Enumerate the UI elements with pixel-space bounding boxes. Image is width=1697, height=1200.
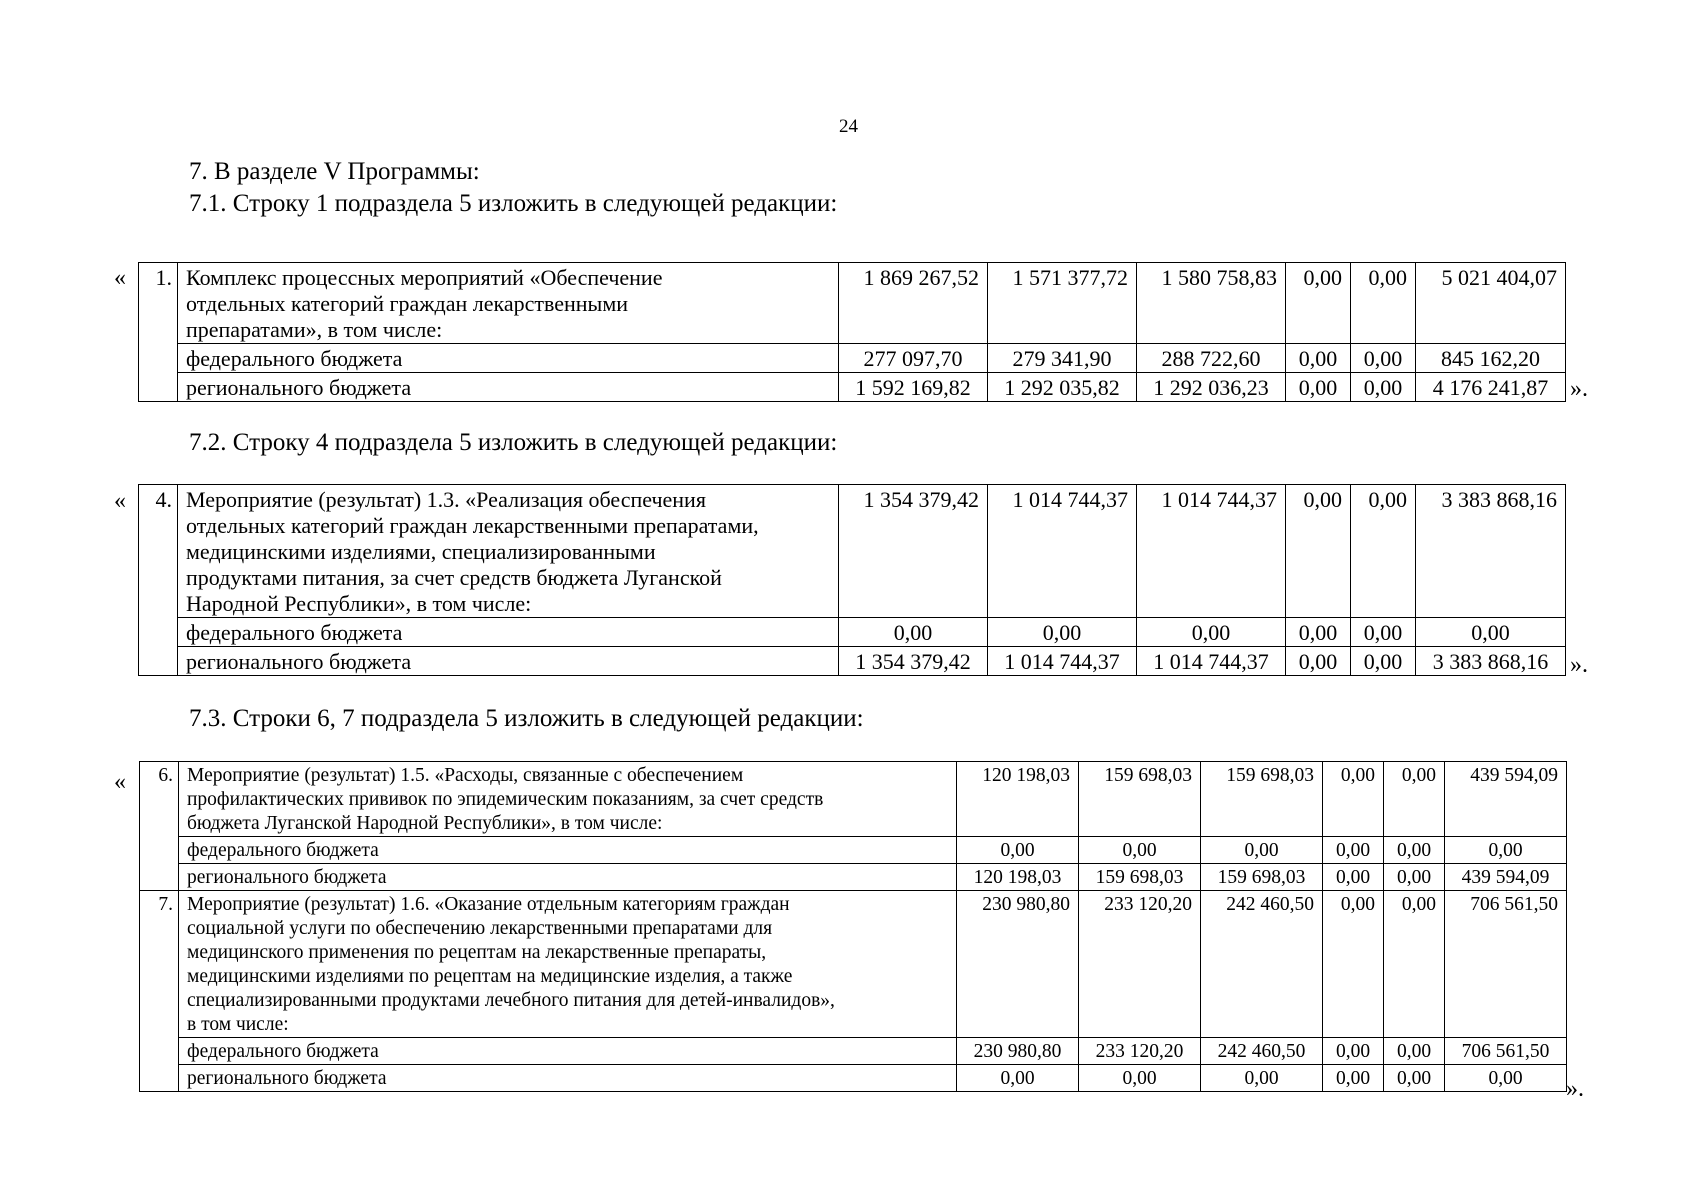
value-cell: 706 561,50: [1445, 891, 1567, 1038]
value-cell: 0,00: [1286, 263, 1351, 344]
value-cell: 159 698,03: [1201, 762, 1323, 837]
value-cell: 0,00: [1323, 837, 1384, 864]
row-name-line: отдельных категорий граждан лекарственными препаратами,: [186, 513, 759, 538]
close-quote-2: ».: [1570, 652, 1588, 678]
close-quote-3: ».: [1566, 1076, 1584, 1102]
row-number: 6.: [140, 762, 179, 891]
value-cell: 233 120,20: [1079, 1038, 1201, 1065]
value-cell: 706 561,50: [1445, 1038, 1567, 1065]
value-cell: 0,00: [1201, 1065, 1323, 1092]
value-cell: 242 460,50: [1201, 891, 1323, 1038]
row-name-line: социальной услуги по обеспечению лекарственными препаратами для: [187, 918, 773, 939]
value-cell: 0,00: [957, 837, 1079, 864]
value-cell: 0,00: [1286, 618, 1351, 647]
value-cell: 1 014 744,37: [988, 647, 1137, 676]
row-name-line: медицинскими изделиями по рецептам на медицинские изделия, а также: [187, 966, 793, 987]
value-cell: 1 292 035,82: [988, 373, 1137, 402]
value-cell: 1 014 744,37: [1137, 647, 1286, 676]
value-cell: 1 292 036,23: [1137, 373, 1286, 402]
amendment-table-2: [138, 484, 1566, 676]
row-name-line: препаратами», в том числе:: [186, 317, 443, 342]
value-cell: 0,00: [1079, 1065, 1201, 1092]
value-cell: 0,00: [988, 618, 1137, 647]
value-cell: 120 198,03: [957, 762, 1079, 837]
open-quote-1: «: [114, 265, 126, 291]
table-subrow-federal: [140, 837, 1567, 864]
table-row: [140, 762, 1567, 837]
value-cell: 5 021 404,07: [1416, 263, 1566, 344]
value-cell: 0,00: [1351, 485, 1416, 618]
value-cell: 242 460,50: [1201, 1038, 1323, 1065]
row-name-line: Народной Республики», в том числе:: [186, 591, 532, 616]
table-subrow-regional: [139, 647, 1566, 676]
table-subrow-federal: [139, 618, 1566, 647]
value-cell: 1 580 758,83: [1137, 263, 1286, 344]
value-cell: 230 980,80: [957, 891, 1079, 1038]
row-name-line: бюджета Луганской Народной Республики», в том числе:: [187, 813, 663, 834]
value-cell: 233 120,20: [1079, 891, 1201, 1038]
value-cell: 0,00: [1384, 1038, 1445, 1065]
value-cell: 288 722,60: [1137, 344, 1286, 373]
row-name: [179, 891, 957, 1038]
value-cell: 0,00: [1351, 344, 1416, 373]
regional-budget-label: регионального бюджета: [179, 1065, 957, 1092]
value-cell: 0,00: [1351, 263, 1416, 344]
value-cell: 0,00: [1323, 762, 1384, 837]
row-name-line: в том числе:: [187, 1014, 289, 1035]
item-7-3-heading: 7.3. Строки 6, 7 подраздела 5 изложить в следующей редакции:: [189, 705, 864, 732]
value-cell: 1 354 379,42: [839, 485, 988, 618]
value-cell: 0,00: [1079, 837, 1201, 864]
item-7-1-heading: 7.1. Строку 1 подраздела 5 изложить в следующей редакции:: [189, 190, 838, 217]
value-cell: 0,00: [1323, 891, 1384, 1038]
open-quote-2: «: [114, 488, 126, 514]
value-cell: 1 014 744,37: [1137, 485, 1286, 618]
row-number: 1.: [139, 263, 178, 402]
value-cell: 1 014 744,37: [988, 485, 1137, 618]
value-cell: 0,00: [1201, 837, 1323, 864]
row-name-line: Мероприятие (результат) 1.5. «Расходы, связанные с обеспечением: [187, 765, 744, 786]
row-name-line: Комплекс процессных мероприятий «Обеспечение: [186, 265, 663, 290]
value-cell: 845 162,20: [1416, 344, 1566, 373]
regional-budget-label: регионального бюджета: [178, 373, 839, 402]
regional-budget-label: регионального бюджета: [179, 864, 957, 891]
table-subrow-regional: [140, 864, 1567, 891]
table-subrow-regional: [139, 373, 1566, 402]
row-number: 7.: [140, 891, 179, 1092]
value-cell: 0,00: [1445, 1065, 1567, 1092]
row-name-line: Мероприятие (результат) 1.6. «Оказание отдельным категориям граждан: [187, 894, 790, 915]
amendment-table-3: [139, 761, 1567, 1092]
federal-budget-label: федерального бюджета: [178, 344, 839, 373]
value-cell: 0,00: [1445, 837, 1567, 864]
table-subrow-federal: [139, 344, 1566, 373]
row-name-line: специализированными продуктами лечебного питания для детей-инвалидов»,: [187, 990, 835, 1011]
value-cell: 0,00: [1384, 762, 1445, 837]
value-cell: 3 383 868,16: [1416, 485, 1566, 618]
value-cell: 0,00: [1416, 618, 1566, 647]
row-name: [179, 762, 957, 837]
value-cell: 0,00: [1286, 373, 1351, 402]
row-name-line: отдельных категорий граждан лекарственными: [186, 291, 629, 316]
value-cell: 3 383 868,16: [1416, 647, 1566, 676]
value-cell: 0,00: [1384, 837, 1445, 864]
federal-budget-label: федерального бюджета: [179, 837, 957, 864]
open-quote-3: «: [114, 769, 126, 795]
row-name: [178, 263, 839, 344]
value-cell: 279 341,90: [988, 344, 1137, 373]
table-row: [139, 485, 1566, 618]
row-name-line: продуктами питания, за счет средств бюджета Луганской: [186, 565, 722, 590]
value-cell: 0,00: [1286, 344, 1351, 373]
value-cell: 1 592 169,82: [839, 373, 988, 402]
federal-budget-label: федерального бюджета: [179, 1038, 957, 1065]
value-cell: 0,00: [1323, 1038, 1384, 1065]
value-cell: 0,00: [1351, 647, 1416, 676]
value-cell: 1 571 377,72: [988, 263, 1137, 344]
value-cell: 439 594,09: [1445, 762, 1567, 837]
value-cell: 0,00: [1286, 485, 1351, 618]
value-cell: 1 869 267,52: [839, 263, 988, 344]
table-subrow-regional: [140, 1065, 1567, 1092]
item-7-2-heading: 7.2. Строку 4 подраздела 5 изложить в следующей редакции:: [189, 429, 838, 456]
page-number: 24: [839, 116, 858, 137]
row-name: [178, 485, 839, 618]
value-cell: 277 097,70: [839, 344, 988, 373]
value-cell: 439 594,09: [1445, 864, 1567, 891]
regional-budget-label: регионального бюджета: [178, 647, 839, 676]
row-name-line: медицинскими изделиями, специализированными: [186, 539, 656, 564]
section-heading: 7. В разделе V Программы:: [189, 158, 480, 185]
amendment-table-1: [138, 262, 1566, 402]
value-cell: 0,00: [839, 618, 988, 647]
value-cell: 159 698,03: [1079, 864, 1201, 891]
value-cell: 0,00: [1351, 618, 1416, 647]
table-row: [140, 891, 1567, 1038]
value-cell: 230 980,80: [957, 1038, 1079, 1065]
row-name-line: медицинского применения по рецептам на лекарственные препараты,: [187, 942, 767, 963]
row-name-line: Мероприятие (результат) 1.3. «Реализация обеспечения: [186, 487, 706, 512]
value-cell: 0,00: [1384, 864, 1445, 891]
value-cell: 120 198,03: [957, 864, 1079, 891]
table-row: [139, 263, 1566, 344]
value-cell: 0,00: [1323, 1065, 1384, 1092]
value-cell: 0,00: [1384, 1065, 1445, 1092]
value-cell: 0,00: [957, 1065, 1079, 1092]
value-cell: 159 698,03: [1201, 864, 1323, 891]
value-cell: 0,00: [1384, 891, 1445, 1038]
federal-budget-label: федерального бюджета: [178, 618, 839, 647]
value-cell: 0,00: [1323, 864, 1384, 891]
table-subrow-federal: [140, 1038, 1567, 1065]
close-quote-1: ».: [1570, 376, 1588, 402]
value-cell: 0,00: [1286, 647, 1351, 676]
row-name-line: профилактических прививок по эпидемическим показаниям, за счет средств: [187, 789, 824, 810]
value-cell: 159 698,03: [1079, 762, 1201, 837]
row-number: 4.: [139, 485, 178, 676]
value-cell: 0,00: [1351, 373, 1416, 402]
value-cell: 4 176 241,87: [1416, 373, 1566, 402]
value-cell: 0,00: [1137, 618, 1286, 647]
value-cell: 1 354 379,42: [839, 647, 988, 676]
